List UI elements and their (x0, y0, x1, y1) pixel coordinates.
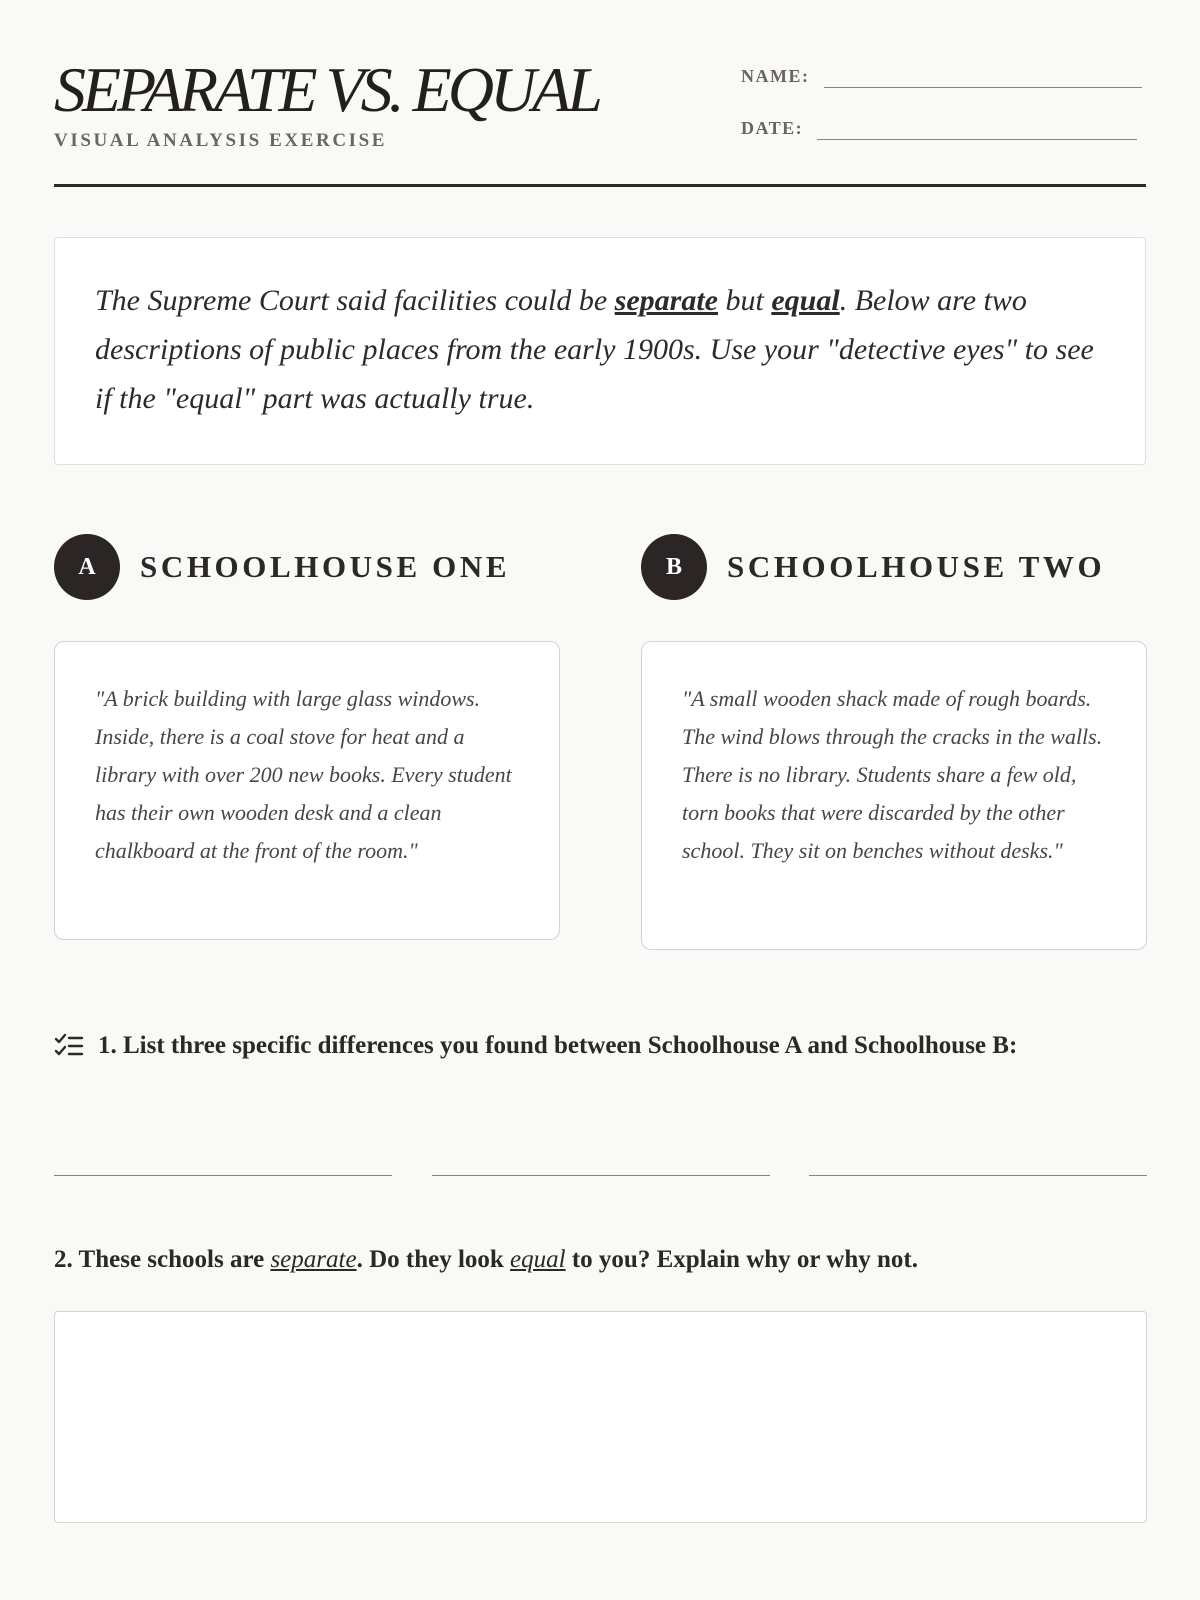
date-field (741, 114, 1137, 142)
question-2-equal-term: equal (510, 1246, 566, 1273)
intro-text-1: The Supreme Court said facilities could be (95, 284, 615, 317)
intro-separate-term: separate (614, 284, 718, 317)
worksheet-header (54, 0, 1146, 187)
date-label: DATE: (741, 118, 804, 138)
description-card-b: "A small wooden shack made of rough boards. The wind blows through the cracks in the walls. There is no library. Students share a few old, torn books that were discarded by the other school. They sit on benches without desks." (641, 641, 1147, 950)
answer-line-2[interactable] (432, 1175, 770, 1176)
name-field (741, 62, 1142, 90)
section-header-a (54, 534, 510, 600)
date-input-line[interactable] (817, 139, 1137, 140)
question-2-separate-term: separate (270, 1246, 357, 1273)
answer-line-1[interactable] (54, 1175, 392, 1176)
badge-a: A (54, 534, 120, 600)
section-title-a: SCHOOLHOUSE ONE (140, 549, 511, 584)
question-2-answer-box[interactable] (54, 1311, 1147, 1523)
question-2 (54, 1246, 918, 1274)
intro-box (54, 237, 1146, 465)
question-2-text-2: . Do they look (356, 1246, 511, 1273)
section-header-b (641, 534, 1105, 600)
name-input-line[interactable] (824, 87, 1142, 88)
section-title-b: SCHOOLHOUSE TWO (727, 549, 1106, 584)
worksheet-page (0, 0, 1200, 187)
intro-text-2: but (718, 284, 772, 317)
intro-text-3: . Below are two descriptions of public places from the early 1900s. Use your "detective eyes" to see if the "equal" part was actually true. (95, 284, 1094, 415)
description-card-a: "A brick building with large glass windows. Inside, there is a coal stove for heat and a library with over 200 new books. Every student has their own wooden desk and a clean chalkboard at the front of the room." (54, 641, 560, 940)
page-title: SEPARATE VS. EQUAL (54, 54, 599, 125)
checklist-icon (54, 1033, 84, 1059)
name-label: NAME: (741, 66, 810, 86)
page-subtitle: VISUAL ANALYSIS EXERCISE (54, 130, 388, 151)
question-1-text: 1. List three specific differences you found between Schoolhouse A and Schoolhouse B: (98, 1032, 1018, 1059)
answer-line-3[interactable] (809, 1175, 1147, 1176)
question-2-text-3: to you? Explain why or why not. (565, 1246, 918, 1273)
badge-b: B (641, 534, 707, 600)
question-2-text-1: 2. These schools are (54, 1246, 271, 1273)
intro-equal-term: equal (771, 284, 840, 317)
question-1 (54, 1032, 1017, 1060)
